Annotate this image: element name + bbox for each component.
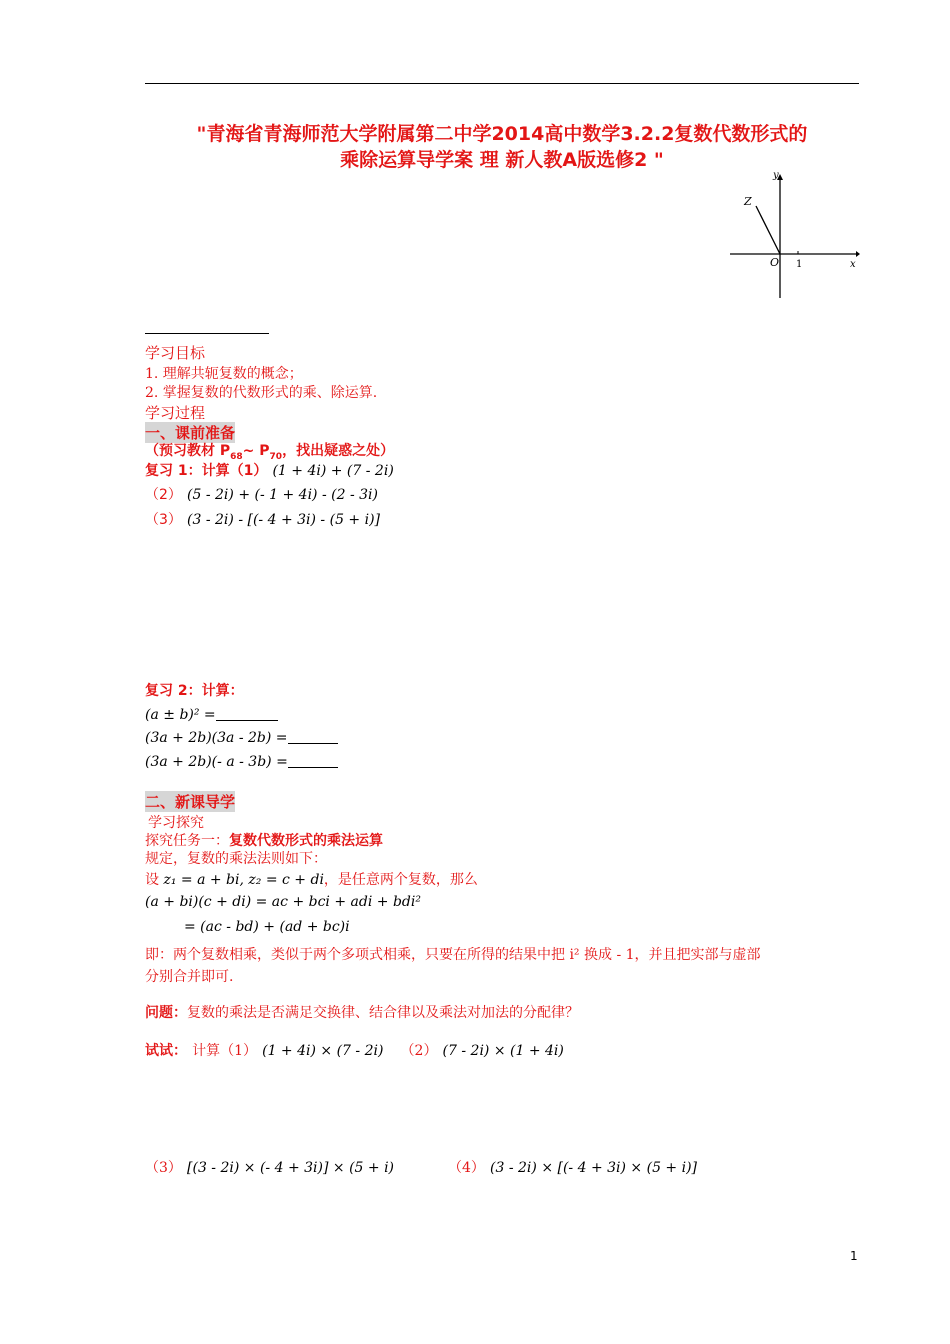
explore-heading: 学习探究 bbox=[148, 815, 204, 831]
try-line1: 试试： 计算（1） (1 + 4i) × (7 - 2i) （2） (7 - 2i) × (1 + 4i) bbox=[145, 1043, 564, 1059]
section-2-heading: 二、新课导学 bbox=[145, 793, 236, 811]
answer-blank bbox=[216, 706, 278, 721]
doc-title-line1: "青海省青海师范大学附属第二中学2014高中数学3.2.2复数代数形式的 bbox=[196, 123, 808, 145]
goal-item-2: 2. 掌握复数的代数形式的乘、除运算. bbox=[145, 385, 378, 401]
try-line4: （4） (3 - 2i) × [(- 4 + 3i) × (5 + i)] bbox=[448, 1160, 698, 1176]
goal-item-1: 1. 理解共轭复数的概念； bbox=[145, 366, 303, 382]
section-1-heading: 一、课前准备 bbox=[145, 424, 236, 442]
process-heading: 学习过程 bbox=[145, 404, 206, 422]
review2-line1: (a ± b)² = bbox=[145, 704, 278, 723]
preview-note: （预习教材 $P_{68}\sim$ $P_{70}$，找出疑惑之处） bbox=[145, 443, 395, 462]
doc-title-line2: 乘除运算导学案 理 新人教A版选修2 " bbox=[340, 149, 664, 171]
rule-intro: 规定，复数的乘法法则如下： bbox=[145, 851, 327, 867]
note-line1: 即：两个复数相乘，类似于两个多项式相乘，只要在所得的结果中把 i² 换成 - 1，并且把实部与虚部 bbox=[145, 947, 761, 963]
page-number: 1 bbox=[850, 1249, 858, 1263]
section-divider bbox=[145, 333, 269, 334]
try-expr2: (7 - 2i) × (1 + 4i) bbox=[442, 1043, 564, 1059]
label-one: 1 bbox=[796, 259, 803, 270]
try-expr4: (3 - 2i) × [(- 4 + 3i) × (5 + i)] bbox=[490, 1160, 698, 1176]
task1-heading: 探究任务一：复数代数形式的乘法运算 bbox=[145, 833, 383, 849]
goals-heading: 学习目标 bbox=[145, 344, 206, 362]
product-line1: (a + bi)(c + di) = ac + bci + adi + bdi² bbox=[145, 894, 421, 910]
review2-line3: (3a + 2b)(- a - 3b) = bbox=[145, 751, 338, 770]
answer-blank bbox=[288, 729, 338, 744]
answer-blank bbox=[288, 753, 338, 768]
try-line3: （3） [(3 - 2i) × (- 4 + 3i)] × (5 + i) bbox=[145, 1160, 395, 1176]
review1-expr2: (5 - 2i) + (- 1 + 4i) - (2 - 3i) bbox=[187, 487, 378, 503]
x-axis-arrow bbox=[856, 251, 860, 257]
label-x: x bbox=[850, 259, 856, 270]
product-line2: = (ac - bd) + (ad + bc)i bbox=[184, 919, 350, 935]
header-rule bbox=[145, 83, 859, 84]
vector-oz bbox=[756, 206, 780, 254]
review1-expr1: (1 + 4i) + (7 - 2i) bbox=[272, 463, 394, 479]
complex-plane-figure bbox=[726, 168, 860, 302]
label-origin: O bbox=[770, 256, 780, 269]
try-expr1: (1 + 4i) × (7 - 2i) bbox=[262, 1043, 384, 1059]
review2-label: 复习 2：计算： bbox=[145, 683, 244, 699]
try-expr3: [(3 - 2i) × (- 4 + 3i)] × (5 + i) bbox=[187, 1160, 395, 1176]
review1-line1: 复习 1：计算（1） (1 + 4i) + (7 - 2i) bbox=[145, 463, 394, 479]
note-line2: 分别合并即可. bbox=[145, 969, 234, 985]
review1-line2: （2） (5 - 2i) + (- 1 + 4i) - (2 - 3i) bbox=[145, 487, 378, 503]
review1-expr3: (3 - 2i) - [(- 4 + 3i) - (5 + i)] bbox=[187, 512, 381, 528]
question-line: 问题：复数的乘法是否满足交换律、结合律以及乘法对加法的分配律？ bbox=[145, 1005, 579, 1021]
review2-line2: (3a + 2b)(3a - 2b) = bbox=[145, 727, 338, 746]
review1-line3: （3） (3 - 2i) - [(- 4 + 3i) - (5 + i)] bbox=[145, 512, 381, 528]
label-y: y bbox=[773, 170, 779, 181]
let-line: 设 z₁ = a + bi, z₂ = c + di，是任意两个复数，那么 bbox=[145, 872, 478, 888]
label-z: Z bbox=[744, 195, 752, 208]
